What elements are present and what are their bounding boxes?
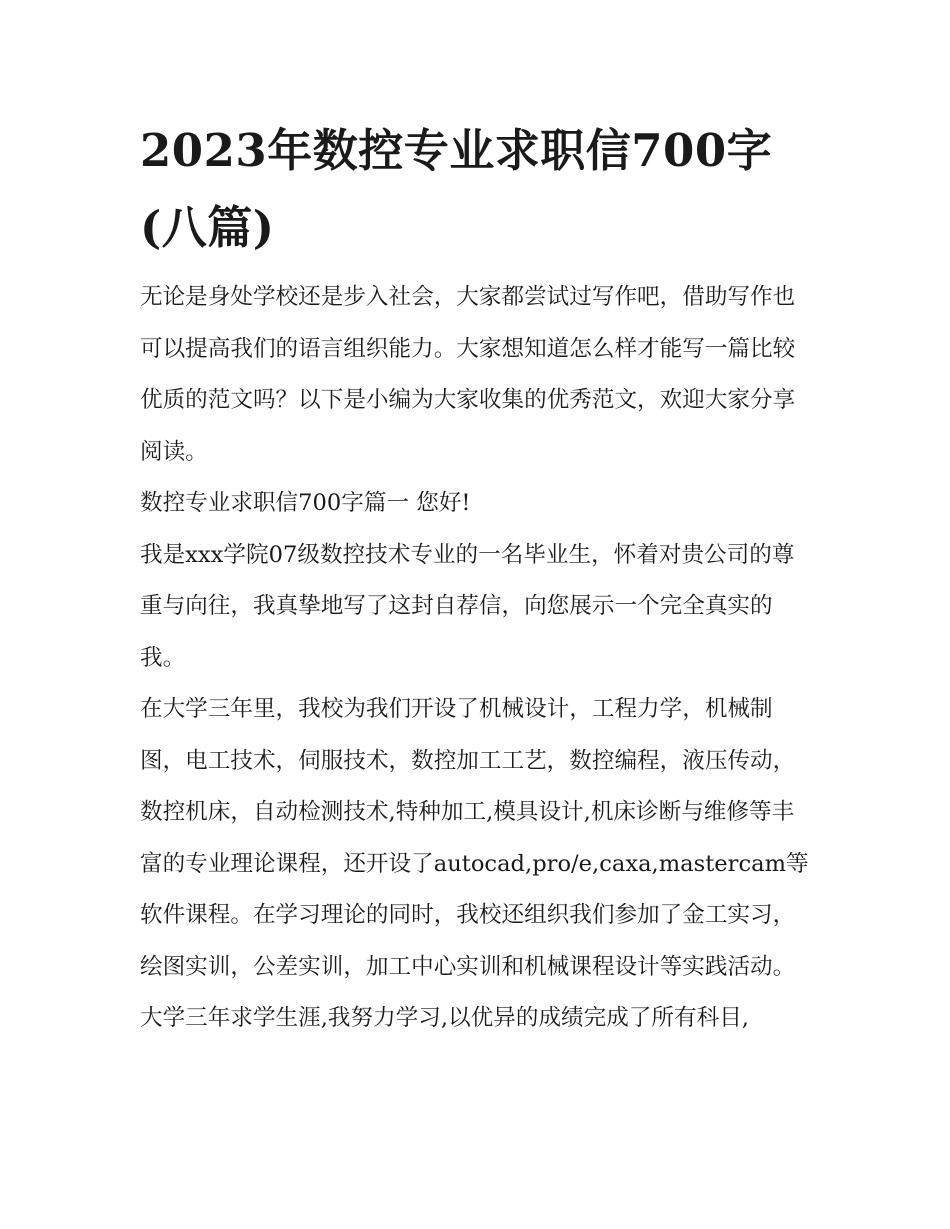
study-paragraph: 大学三年求学生涯,我努力学习,以优异的成绩完成了所有科目, [140, 1005, 749, 1031]
intro-paragraph: 无论是身处学校还是步入社会，大家都尝试过写作吧，借助写作也可以提高我们的语言组织能力。大家想知道怎么样才能写一篇比较优质的范文吗？以下是小编为大家收集的优秀范文，欢迎大家分享阅读。 [140, 284, 796, 465]
self-introduction-paragraph: 我是xxx学院07级数控技术专业的一名毕业生，怀着对贵公司的尊重与向往，我真挚地写了这封自荐信，向您展示一个完全真实的我。 [140, 541, 795, 671]
letter-heading: 数控专业求职信700字篇一 您好! [140, 490, 471, 516]
document-page [140, 112, 816, 1045]
document-title: 2023年数控专业求职信700字(八篇) [140, 124, 773, 254]
courses-paragraph: 在大学三年里，我校为我们开设了机械设计，工程力学，机械制图，电工技术，伺服技术，数控加工工艺，数控编程，液压传动，数控机床，自动检测技术,特种加工,模具设计,机床诊断与维修等丰富的专业理论课程，还开设了autocad,pro/e,caxa,mastercam等软件课程。在学习理论的同时，我校还组织我们参加了金工实习，绘图实训，公差实训，加工中心实训和机械课程设计等实践活动。 [140, 696, 809, 980]
